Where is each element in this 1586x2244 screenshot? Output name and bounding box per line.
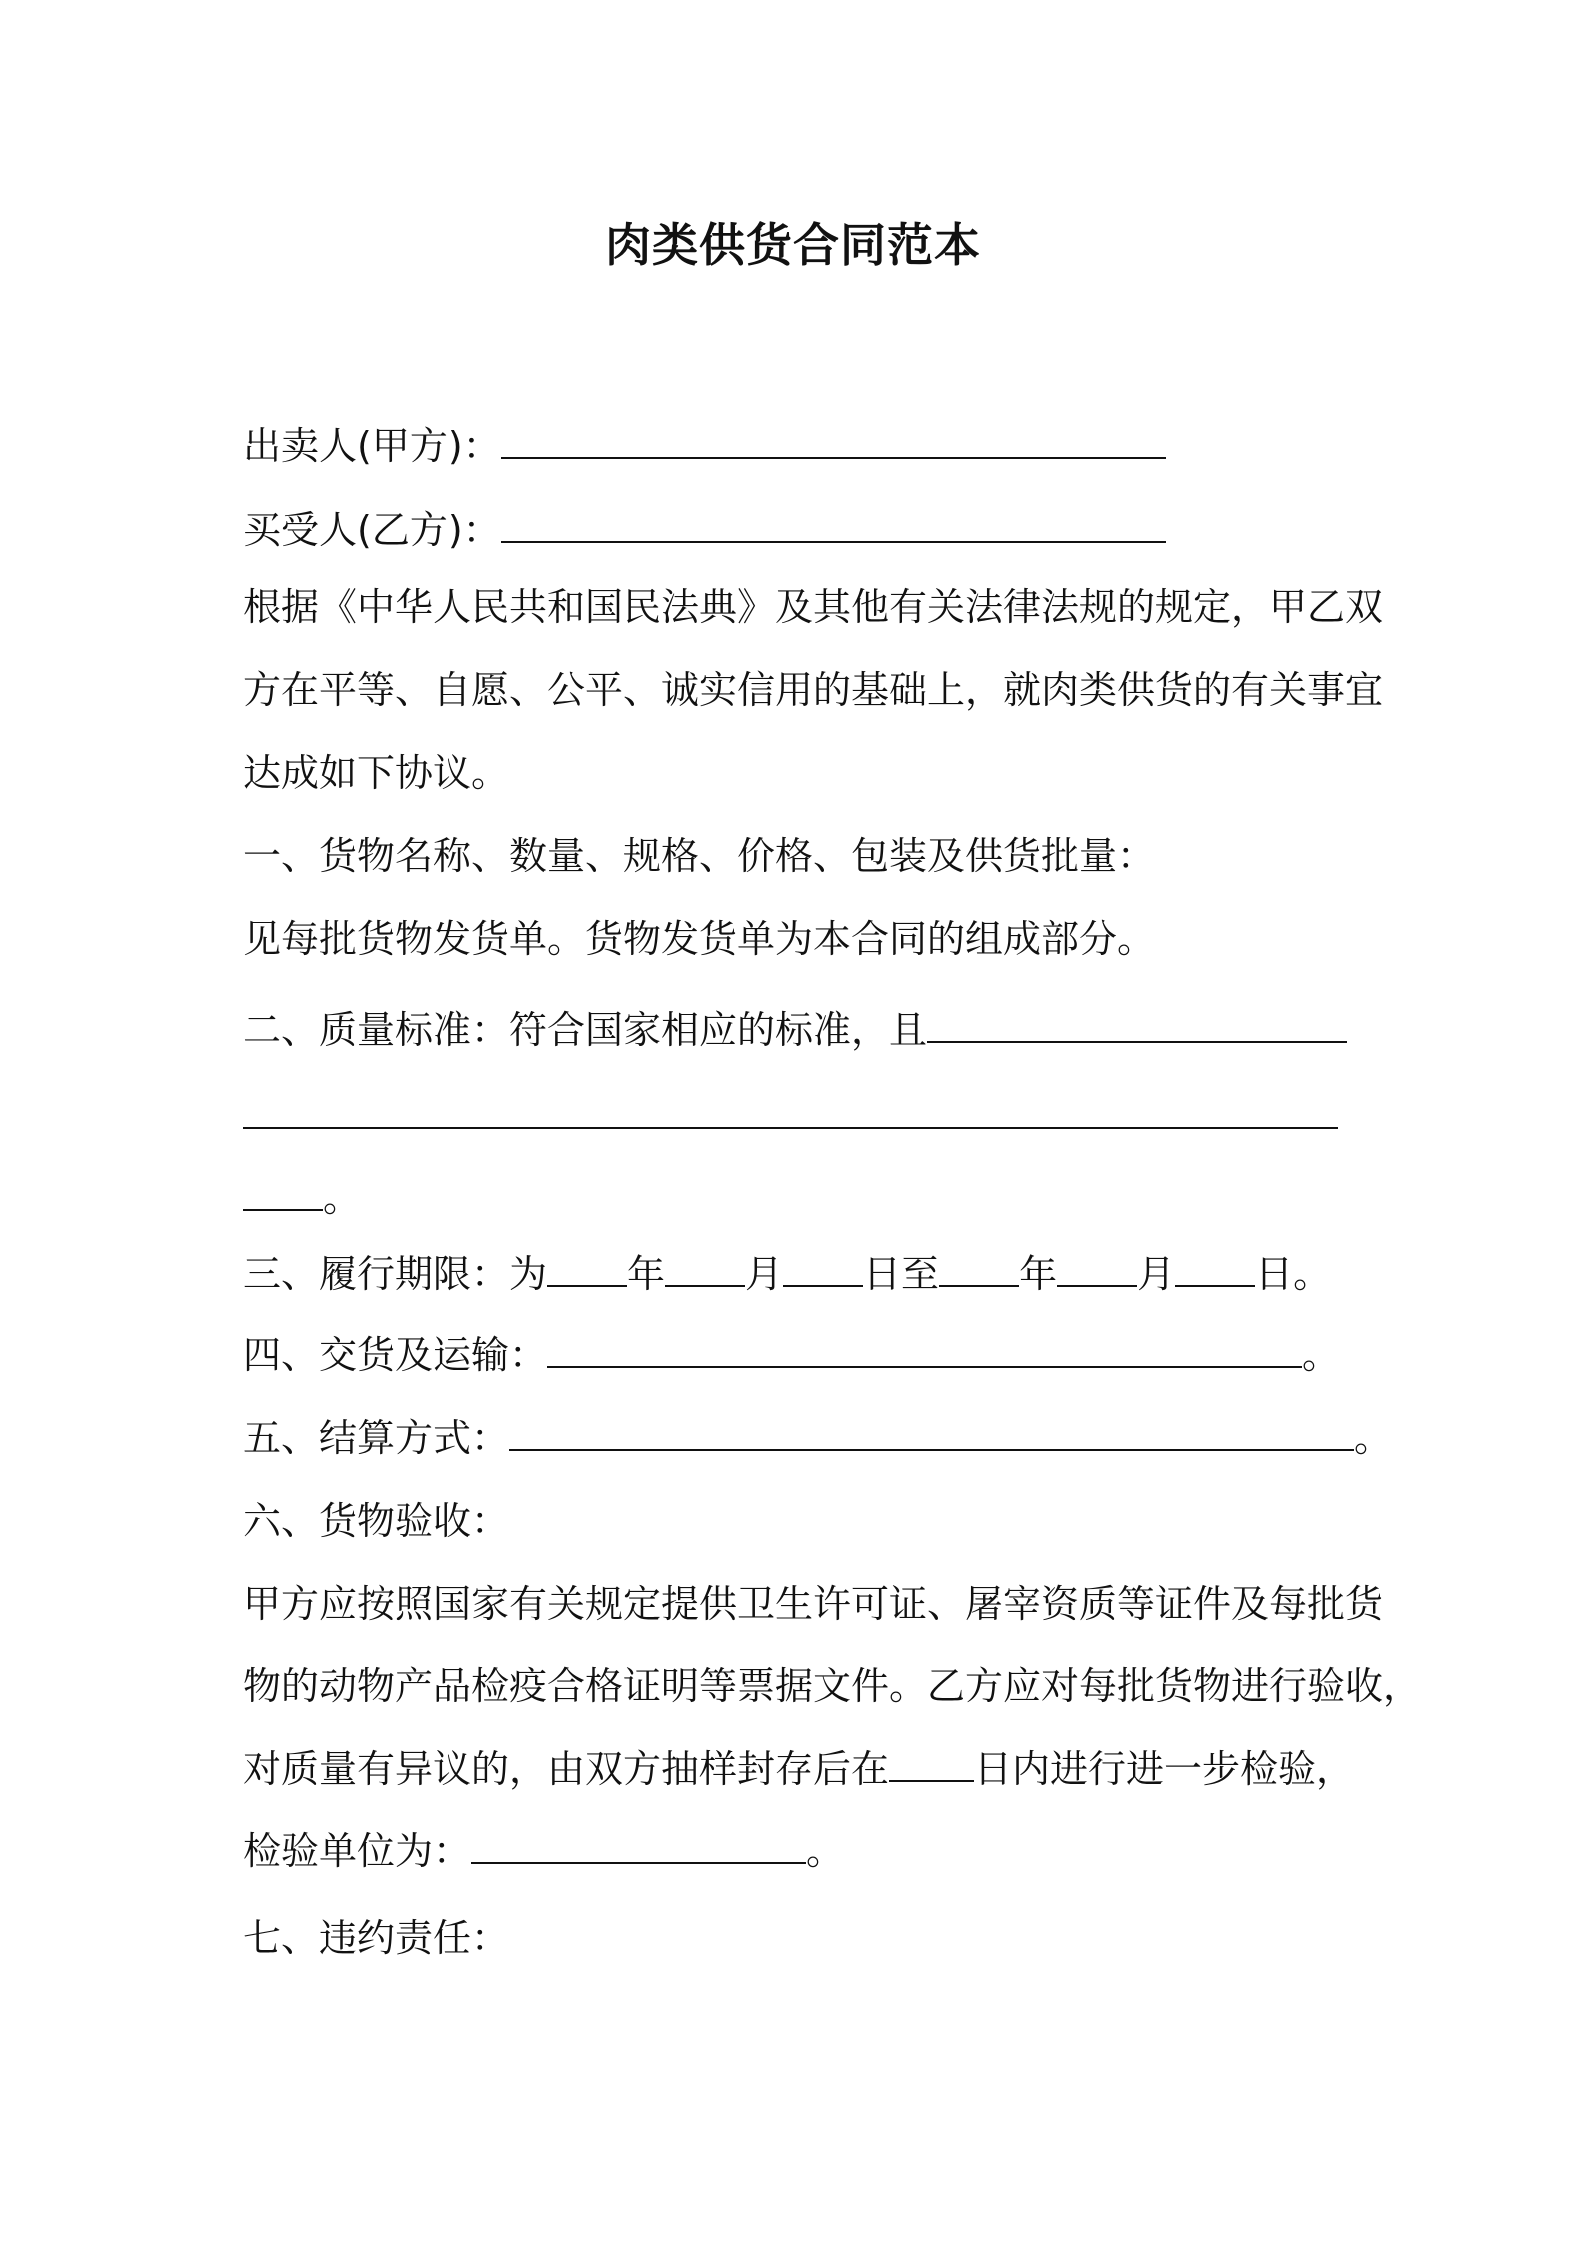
section-3-blank-year [547, 1249, 627, 1287]
buyer-line [243, 502, 1383, 558]
section-3-year-2-text: 年 [1019, 1252, 1058, 1296]
section-2-label: 二、质量标准：符合国家相应的标准，且 [243, 1008, 928, 1052]
section-6-inspection-label: 检验单位为： [243, 1829, 472, 1873]
section-5-blank [509, 1413, 1354, 1451]
section-6-body-3 [243, 1741, 1383, 1797]
preamble-line-3: 达成如下协议。 [243, 751, 510, 795]
section-3-blank-month [665, 1249, 745, 1287]
section-4-end: 。 [1302, 1333, 1341, 1377]
section-6-body-4 [243, 1823, 1383, 1879]
section-3-blank-year-2 [939, 1249, 1019, 1287]
section-3-year-text: 年 [627, 1252, 666, 1296]
section-4-blank [547, 1330, 1302, 1368]
section-3-blank-day-2 [1175, 1249, 1255, 1287]
section-6-inspection-blank [471, 1826, 806, 1864]
section-2-blank-2 [243, 1091, 1338, 1129]
document-title: 肉类供货合同范本 [605, 218, 981, 272]
section-5-line [243, 1410, 1393, 1466]
section-1-heading: 一、货物名称、数量、规格、价格、包装及供货批量： [243, 834, 1156, 878]
section-6-body-2: 物的动物产品检疫合格证明等票据文件。乙方应对每批货物进行验收， [243, 1664, 1422, 1708]
section-6-body-1: 甲方应按照国家有关规定提供卫生许可证、屠宰资质等证件及每批货 [243, 1582, 1384, 1626]
section-5-label: 五、结算方式： [243, 1416, 510, 1460]
section-6-body-3-post: 日内进行进一步检验， [974, 1747, 1355, 1791]
section-3-month-2-text: 月 [1137, 1252, 1176, 1296]
section-6-heading: 六、货物验收： [243, 1499, 510, 1543]
preamble-line-1: 根据《中华人民共和国民法典》及其他有关法律法规的规定，甲乙双 [243, 585, 1384, 629]
seller-line [243, 418, 1383, 474]
section-3-day-to-text: 日至 [863, 1252, 940, 1296]
seller-blank [501, 421, 1166, 459]
seller-label: 出卖人(甲方)： [243, 424, 501, 468]
section-2-blank-3 [243, 1173, 323, 1211]
section-3-month-text: 月 [745, 1252, 784, 1296]
section-3-label: 三、履行期限：为 [243, 1252, 548, 1296]
section-3-line [243, 1246, 1383, 1302]
section-7-heading: 七、违约责任： [243, 1916, 510, 1960]
preamble-line-2: 方在平等、自愿、公平、诚实信用的基础上，就肉类供货的有关事宜 [243, 668, 1384, 712]
section-5-end: 。 [1354, 1416, 1393, 1460]
section-2-blank-1 [927, 1005, 1347, 1043]
section-3-blank-month-2 [1057, 1249, 1137, 1287]
section-4-line [243, 1327, 1383, 1383]
section-3-blank-day [783, 1249, 863, 1287]
section-6-inspection-end: 。 [806, 1829, 845, 1873]
section-2-line-1 [243, 1002, 1383, 1058]
section-2-line-3 [243, 1170, 1383, 1226]
section-4-label: 四、交货及运输： [243, 1333, 548, 1377]
section-1-body: 见每批货物发货单。货物发货单为本合同的组成部分。 [243, 917, 1156, 961]
buyer-blank [501, 505, 1166, 543]
buyer-label: 买受人(乙方)： [243, 508, 501, 552]
section-6-body-3-pre: 对质量有异议的，由双方抽样封存后在 [243, 1747, 890, 1791]
section-2-end: 。 [323, 1176, 362, 1220]
section-2-line-2 [243, 1088, 1383, 1144]
section-6-days-blank [889, 1744, 974, 1782]
section-3-day-end-text: 日。 [1255, 1252, 1332, 1296]
